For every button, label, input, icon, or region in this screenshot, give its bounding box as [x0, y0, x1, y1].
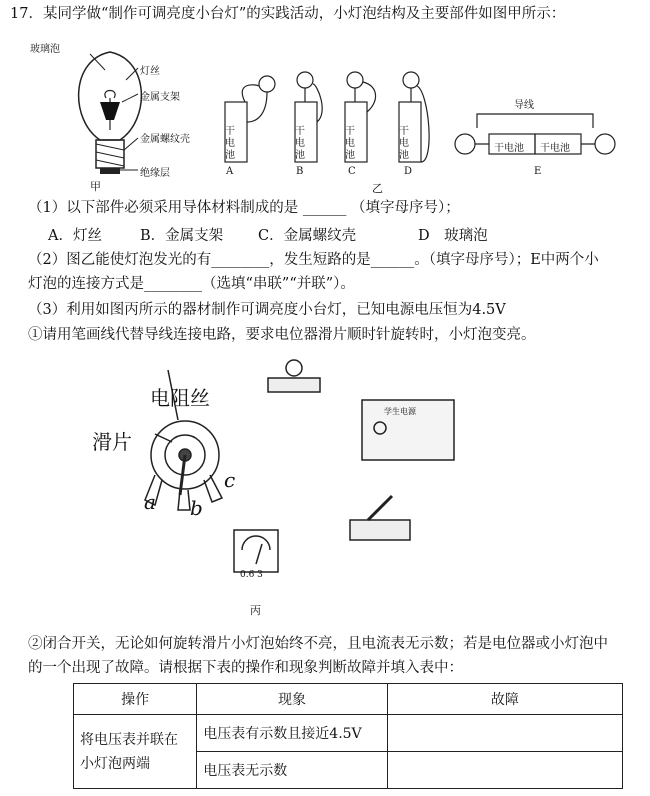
option-d: D 玻璃泡: [418, 228, 488, 244]
battery-b-char-1: 干: [295, 126, 305, 137]
figure-jia-bulb: [30, 40, 210, 200]
terminal-a: a: [144, 490, 156, 514]
battery-c-char-3: 池: [345, 150, 355, 161]
caption-jia: 甲: [90, 181, 101, 193]
letter-b: B: [296, 166, 304, 177]
header-operation: 操作: [74, 684, 197, 715]
battery-d-char-3: 池: [399, 150, 409, 161]
part3-text: （3）利用如图丙所示的器材制作可调亮度小台灯，已知电源电压恒为4.5V: [28, 302, 506, 318]
terminal-c: c: [224, 468, 236, 492]
header-phenomenon: 现象: [197, 684, 387, 715]
part1-text: （1）以下部件必须采用导体材料制成的是 ______ （填字母序号）；: [28, 200, 460, 216]
operation-line2: 小灯泡两端: [80, 755, 150, 772]
fault-answer-1[interactable]: [387, 715, 622, 752]
fault-table: [73, 683, 623, 789]
operation-line1: 将电压表并联在: [80, 731, 178, 748]
label-resistor-wire: 电阻丝: [150, 386, 210, 410]
caption-bing: 丙: [250, 605, 261, 617]
label-support: 金属支架: [140, 92, 180, 103]
label-glass: 玻璃泡: [30, 44, 60, 55]
letter-c: C: [348, 166, 356, 177]
label-filament: 灯丝: [140, 66, 160, 77]
option-c: C．金属螺纹壳: [258, 228, 357, 244]
label-insulation: 绝缘层: [140, 168, 170, 179]
battery-e2-label: 干电池: [540, 143, 570, 154]
battery-e1-label: 干电池: [494, 143, 524, 154]
letter-a: A: [226, 166, 234, 177]
battery-a-char-2: 电: [225, 138, 235, 149]
question-intro: 17．某同学做“制作可调亮度小台灯”的实践活动，小灯泡结构及主要部件如图甲所示：: [10, 6, 566, 22]
wire-label: 导线: [514, 100, 534, 111]
battery-a-char-3: 池: [225, 150, 235, 161]
battery-d-char-2: 电: [399, 138, 409, 149]
label-slider: 滑片: [92, 430, 132, 454]
letter-d: D: [404, 166, 413, 177]
part3-subq2-line1: ②闭合开关，无论如何旋转滑片小灯泡始终不亮，且电流表无示数；若是电位器或小灯泡中: [28, 636, 608, 652]
phenomenon-1: 电压表有示数且接近4.5V: [197, 715, 387, 752]
part3-subq2-line2: 的一个出现了故障。请根据下表的操作和现象判断故障并填入表中：: [28, 660, 463, 676]
option-a: A．灯丝: [48, 228, 102, 244]
caption-yi: 乙: [372, 183, 383, 195]
letter-e: E: [534, 166, 542, 177]
battery-d-char-1: 干: [399, 126, 409, 137]
battery-b-char-3: 池: [295, 150, 305, 161]
battery-a-char-1: 干: [225, 126, 235, 137]
table-header-row: [74, 684, 623, 715]
battery-c-char-1: 干: [345, 126, 355, 137]
option-b: B．金属支架: [140, 228, 224, 244]
part2-line1: （2）图乙能使灯泡发光的有________，发生短路的是______。（填字母序号）；E中两个小: [28, 252, 599, 268]
part3-subq1: ①请用笔画线代替导线连接电路，要求电位器滑片顺时针旋转时，小灯泡变亮。: [28, 327, 536, 343]
part2-line2: 灯泡的连接方式是________（选填“串联”“并联”）。: [28, 276, 355, 292]
fault-answer-2[interactable]: [387, 752, 622, 789]
operation-cell: [74, 715, 197, 789]
label-screw: 金属螺纹壳: [140, 134, 190, 145]
power-supply-label: 学生电源: [384, 407, 416, 416]
header-fault: 故障: [387, 684, 622, 715]
battery-b-char-2: 电: [295, 138, 305, 149]
terminal-b: b: [190, 496, 203, 520]
table-row: [74, 715, 623, 752]
figure-yi-circuits: [215, 62, 635, 180]
phenomenon-2: 电压表无示数: [197, 752, 387, 789]
battery-c-char-2: 电: [345, 138, 355, 149]
ammeter-scale: 0.6 3: [240, 570, 263, 580]
